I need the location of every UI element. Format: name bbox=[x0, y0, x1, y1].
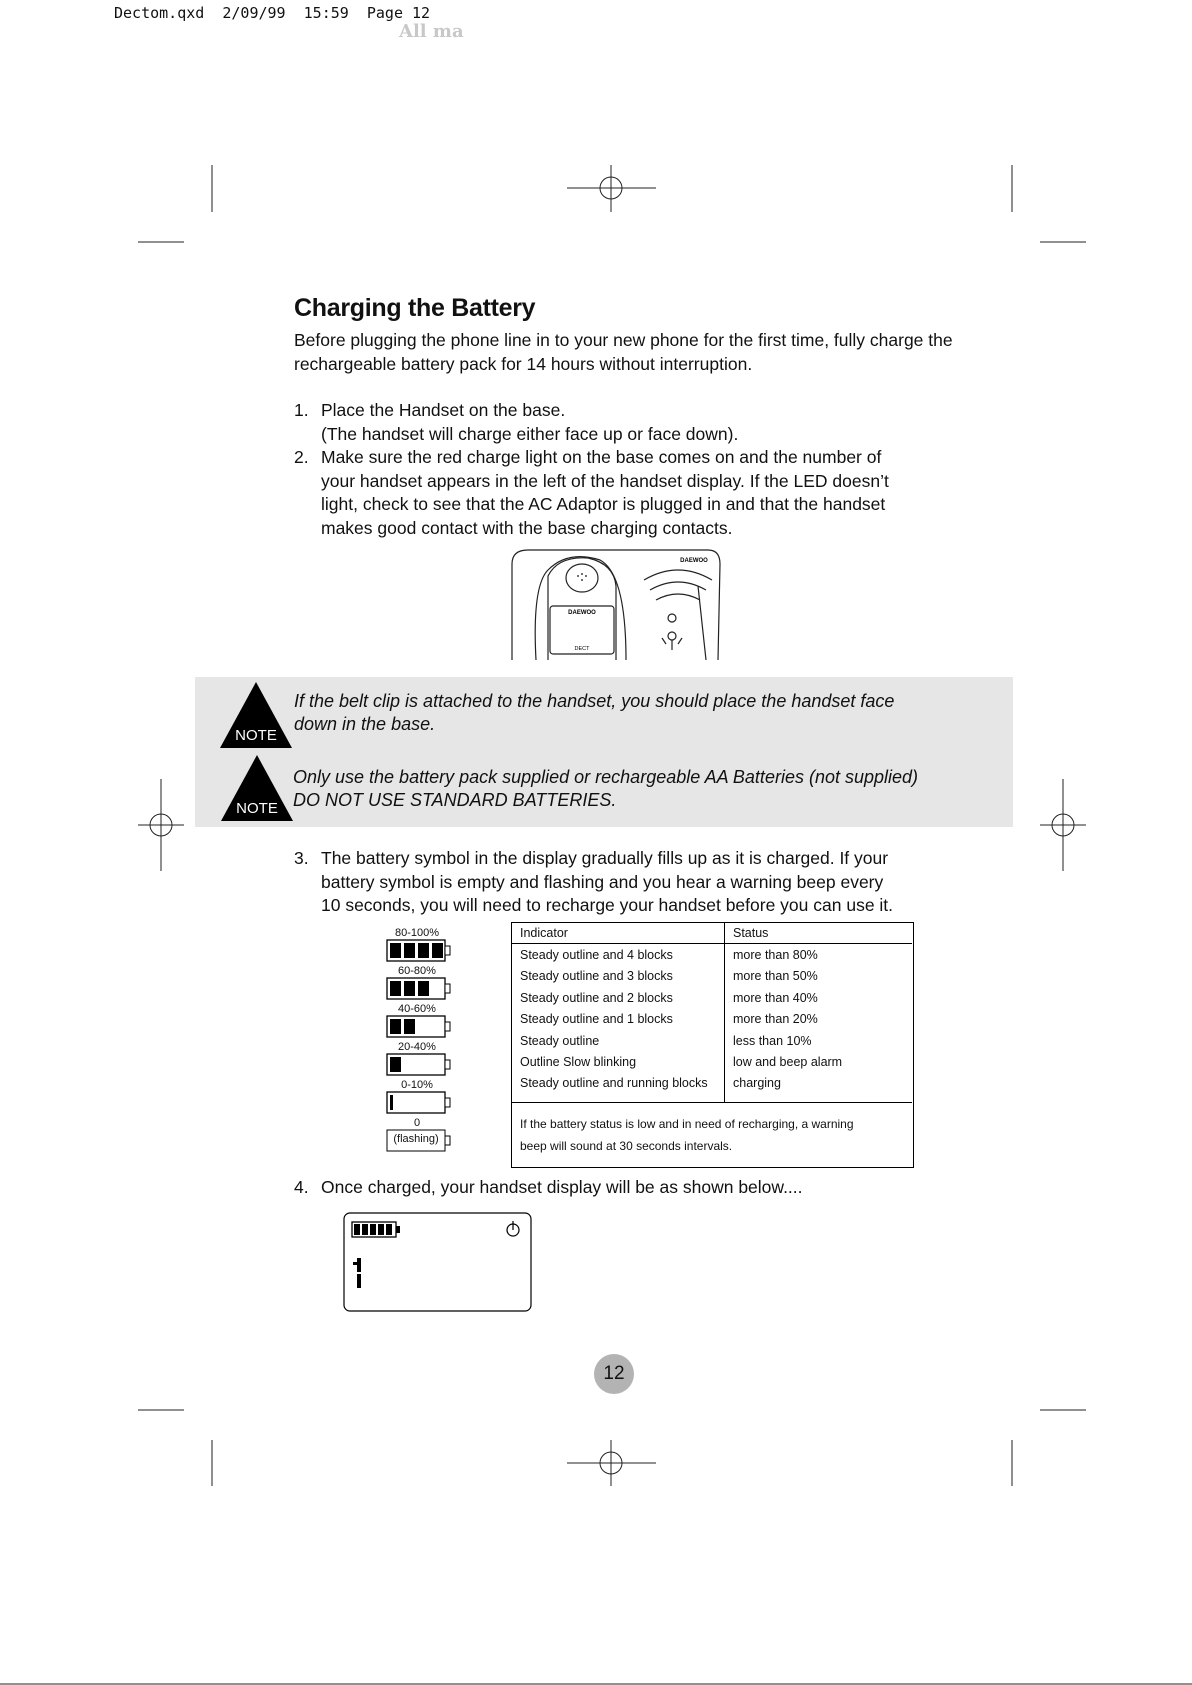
table-row bbox=[512, 944, 912, 966]
note-icon-label: NOTE bbox=[236, 800, 278, 817]
step-line: Place the Handset on the base. bbox=[321, 400, 566, 420]
table-row bbox=[512, 966, 912, 988]
step-number: 1. bbox=[294, 400, 309, 420]
warning-triangle-icon bbox=[221, 755, 293, 821]
battery-icon bbox=[386, 977, 452, 1001]
table-cell: Steady outline and 1 blocks bbox=[512, 1009, 725, 1031]
step-1 bbox=[294, 399, 974, 446]
step-line: Make sure the red charge light on the base comes on and the number of bbox=[321, 447, 882, 467]
step-line: 10 seconds, you will need to recharge your handset before you can use it. bbox=[321, 895, 894, 915]
file-header: Dectom.qxd 2/09/99 15:59 Page 12 bbox=[114, 4, 431, 22]
step-number: 3. bbox=[294, 848, 309, 868]
step-line: battery symbol is empty and flashing and you hear a warning beep every bbox=[321, 871, 884, 892]
battery-level-label: 20-40% bbox=[398, 1041, 436, 1053]
note-line: DO NOT USE STANDARD BATTERIES. bbox=[293, 790, 617, 810]
battery-level-label: 40-60% bbox=[398, 1003, 436, 1015]
table-cell: more than 50% bbox=[733, 969, 818, 984]
table-cell: more than 80% bbox=[733, 947, 818, 962]
note-2-text bbox=[293, 766, 918, 812]
table-cell: more than 40% bbox=[733, 990, 818, 1005]
step-4 bbox=[294, 1177, 974, 1198]
step-line: The battery symbol in the display gradually fills up as it is charged. If your bbox=[321, 848, 889, 868]
watermark-top: All ma bbox=[399, 21, 464, 42]
note-icon-label: NOTE bbox=[235, 727, 277, 744]
step-2 bbox=[294, 446, 974, 540]
battery-icon bbox=[386, 1053, 452, 1077]
table-cell: Steady outline and running blocks bbox=[512, 1073, 725, 1103]
battery-icon-flashing bbox=[386, 1129, 452, 1153]
table-cell: less than 10% bbox=[733, 1033, 812, 1048]
table-footnote-line: If the battery status is low and in need of recharging, a warning bbox=[520, 1117, 854, 1131]
table-footnote-row bbox=[512, 1103, 912, 1168]
steps-list bbox=[294, 399, 974, 540]
page-title: Charging the Battery bbox=[294, 294, 536, 322]
battery-level-label: 80-100% bbox=[394, 927, 440, 939]
step-number: 2. bbox=[294, 447, 309, 467]
table-cell: Steady outline and 3 blocks bbox=[512, 966, 725, 988]
step-line: (The handset will charge either face up or face down). bbox=[321, 423, 739, 444]
table-footnote bbox=[512, 1103, 912, 1168]
table-footnote-line: beep will sound at 30 seconds intervals. bbox=[520, 1139, 733, 1153]
note-2 bbox=[221, 755, 293, 826]
battery-icon bbox=[386, 939, 452, 963]
page-number: 12 bbox=[594, 1354, 634, 1394]
battery-level-label: 0-10% bbox=[401, 1079, 433, 1091]
battery-flashing-label: (flashing) bbox=[393, 1133, 439, 1145]
battery-level-item bbox=[386, 965, 452, 1006]
note-1 bbox=[220, 682, 292, 753]
battery-icon bbox=[386, 1015, 452, 1039]
step-line: your handset appears in the left of the handset display. If the LED doesn’t bbox=[321, 470, 889, 491]
battery-level-item bbox=[386, 1003, 452, 1044]
battery-table bbox=[512, 923, 912, 1167]
battery-level-label: 0 bbox=[413, 1117, 421, 1129]
table-cell: Steady outline and 4 blocks bbox=[512, 944, 725, 966]
table-cell: low and beep alarm bbox=[733, 1055, 843, 1070]
battery-level-item bbox=[386, 1041, 452, 1082]
handset-model-label: DECT bbox=[574, 646, 590, 652]
table-header-status: Status bbox=[725, 923, 913, 944]
intro-paragraph: Before plugging the phone line in to your new phone for the first time, fully charge the rechargeable battery pack for 14 hours without interruption. bbox=[294, 330, 953, 374]
table-cell: charging bbox=[733, 1076, 781, 1090]
table-cell: more than 20% bbox=[733, 1012, 818, 1027]
note-line: If the belt clip is attached to the handset, you should place the handset face bbox=[294, 691, 895, 711]
step-line: makes good contact with the base charging contacts. bbox=[321, 517, 733, 538]
table-cell: Steady outline and 2 blocks bbox=[512, 987, 725, 1009]
note-1-text bbox=[294, 690, 894, 736]
step-line: light, check to see that the AC Adaptor is plugged in and that the handset bbox=[321, 494, 886, 514]
battery-level-item bbox=[386, 1117, 452, 1153]
phone-base-illustration bbox=[508, 546, 722, 660]
step-number: 4. bbox=[294, 1177, 309, 1197]
table-cell: Outline Slow blinking bbox=[512, 1052, 725, 1074]
battery-level-item bbox=[386, 927, 452, 968]
table-row bbox=[512, 1009, 912, 1031]
table-header-indicator: Indicator bbox=[512, 923, 725, 944]
table-row bbox=[512, 1073, 912, 1103]
step-line: Once charged, your handset display will be as shown below.... bbox=[321, 1177, 803, 1197]
battery-status-table bbox=[511, 922, 914, 1168]
step-3 bbox=[294, 847, 974, 918]
table-cell: Steady outline bbox=[512, 1030, 725, 1052]
base-logo: DAEWOO bbox=[680, 558, 708, 564]
table-row bbox=[512, 987, 912, 1009]
note-line: down in the base. bbox=[294, 714, 436, 734]
display-battery-icon bbox=[352, 1222, 400, 1237]
battery-icon bbox=[386, 1091, 452, 1115]
warning-triangle-icon bbox=[220, 682, 292, 748]
handset-logo: DAEWOO bbox=[568, 610, 596, 616]
handset-display-example bbox=[343, 1212, 533, 1313]
table-row bbox=[512, 1030, 912, 1052]
note-line: Only use the battery pack supplied or rechargeable AA Batteries (not supplied) bbox=[293, 767, 919, 787]
battery-level-label: 60-80% bbox=[398, 965, 436, 977]
table-row bbox=[512, 1052, 912, 1074]
battery-level-item bbox=[386, 1079, 452, 1120]
table-header-row bbox=[512, 923, 912, 944]
